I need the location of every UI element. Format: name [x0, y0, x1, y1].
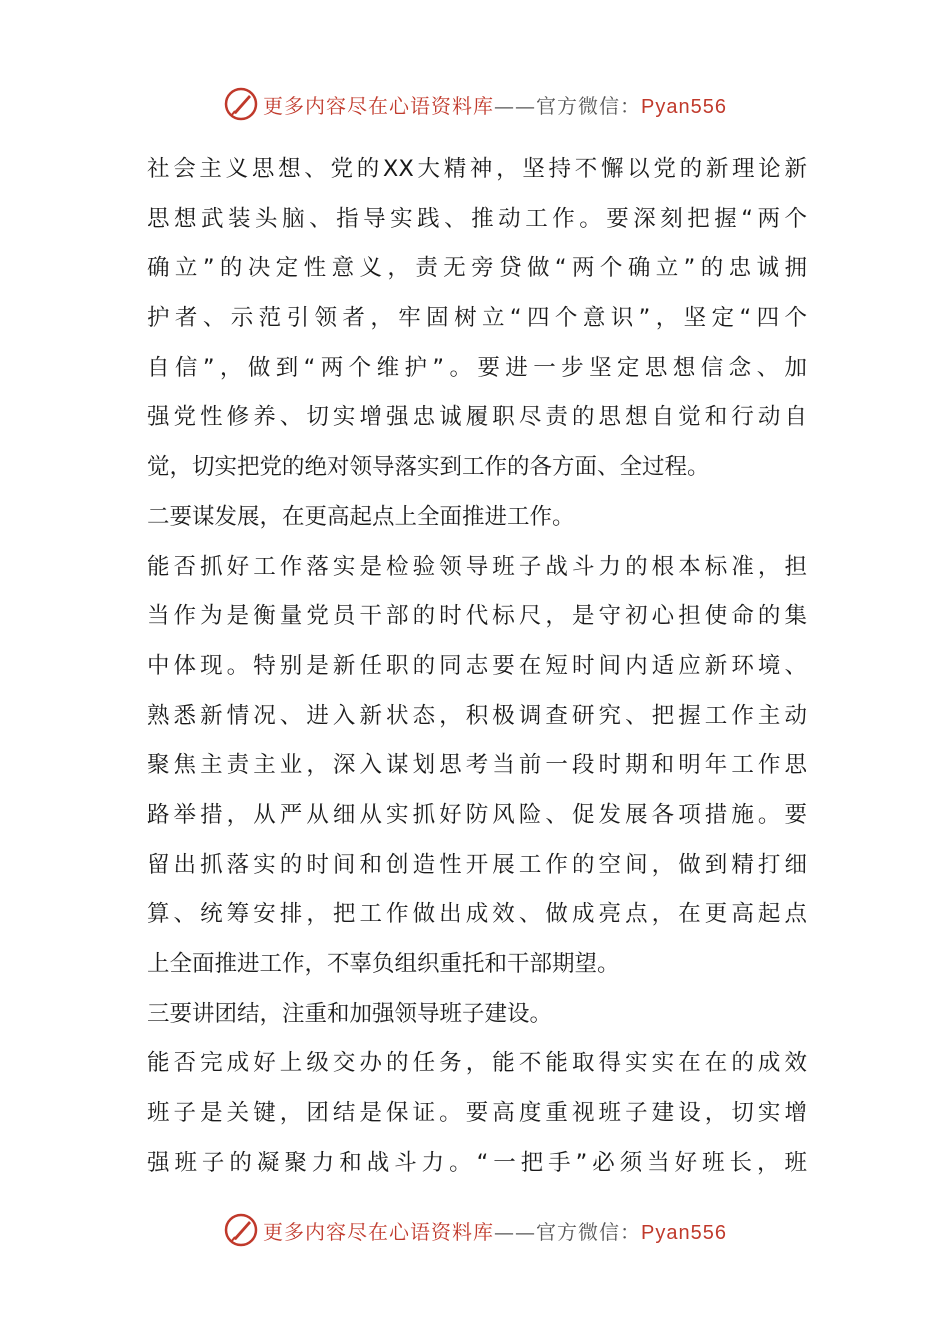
text-line: 聚焦主责主业，深入谋划思考当前一段时期和明年工作思	[147, 752, 807, 779]
text-line: 上全面推进工作，不辜负组织重托和干部期望。	[147, 951, 620, 977]
banner-suffix: 官方微信：	[536, 1219, 642, 1244]
text-line: 强党性修养、切实增强忠诚履职尽责的思想自觉和行动自	[147, 404, 807, 431]
section-heading: 二要谋发展，在更高起点上全面推进工作。	[147, 503, 575, 530]
banner-main-text: 更多内容尽在心语资料库	[263, 93, 495, 118]
section-heading: 三要讲团结，注重和加强领导班子建设。	[147, 1000, 553, 1027]
text-line: 能否完成好上级交办的任务，能不能取得实实在在的成效	[147, 1050, 807, 1077]
banner-suffix: 官方微信：	[536, 93, 642, 118]
text-line: 能否抓好工作落实是检验领导班子战斗力的根本标准，担	[147, 553, 807, 580]
quill-logo-icon	[223, 1212, 259, 1248]
text-line: 班子是关键，团结是保证。要高度重视班子建设，切实增	[147, 1100, 807, 1127]
banner-wechat-id: Pyan556	[641, 95, 727, 118]
footer-banner	[0, 1210, 950, 1250]
document-body	[147, 145, 807, 1188]
header-banner	[0, 84, 950, 124]
text-line: 确立”的决定性意义，责无旁贷做“两个确立”的忠诚拥	[147, 255, 807, 282]
text-line: 算、统筹安排，把工作做出成效、做成亮点，在更高起点	[147, 901, 807, 928]
text-line: 思想武装头脑、指导实践、推动工作。要深刻把握“两个	[147, 205, 807, 232]
text-line: 强班子的凝聚力和战斗力。“一把手”必须当好班长，班	[147, 1149, 807, 1176]
text-line: 留出抓落实的时间和创造性开展工作的空间，做到精打细	[147, 851, 807, 878]
text-line: 熟悉新情况、进入新状态，积极调查研究、把握工作主动	[147, 702, 807, 729]
text-line: 觉，切实把党的绝对领导落实到工作的各方面、全过程。	[147, 454, 710, 481]
banner-text	[263, 1216, 727, 1245]
text-line: 中体现。特别是新任职的同志要在短时间内适应新环境、	[147, 652, 807, 679]
text-line: 护者、示范引领者，牢固树立“四个意识”，坚定“四个	[147, 305, 807, 332]
text-line: 路举措，从严从细从实抓好防风险、促发展各项措施。要	[147, 801, 807, 828]
text-line: 自信”，做到“两个维护”。要进一步坚定思想信念、加	[147, 354, 807, 381]
banner-main-text: 更多内容尽在心语资料库	[263, 1219, 495, 1244]
banner-wechat-id: Pyan556	[641, 1221, 727, 1244]
quill-logo-icon	[223, 86, 259, 122]
banner-dash: ——	[494, 1219, 537, 1244]
text-line: 当作为是衡量党员干部的时代标尺，是守初心担使命的集	[147, 603, 807, 630]
banner-text	[263, 90, 727, 119]
text-line: 社会主义思想、党的XX大精神，坚持不懈以党的新理论新	[147, 156, 807, 182]
banner-dash: ——	[494, 93, 537, 118]
